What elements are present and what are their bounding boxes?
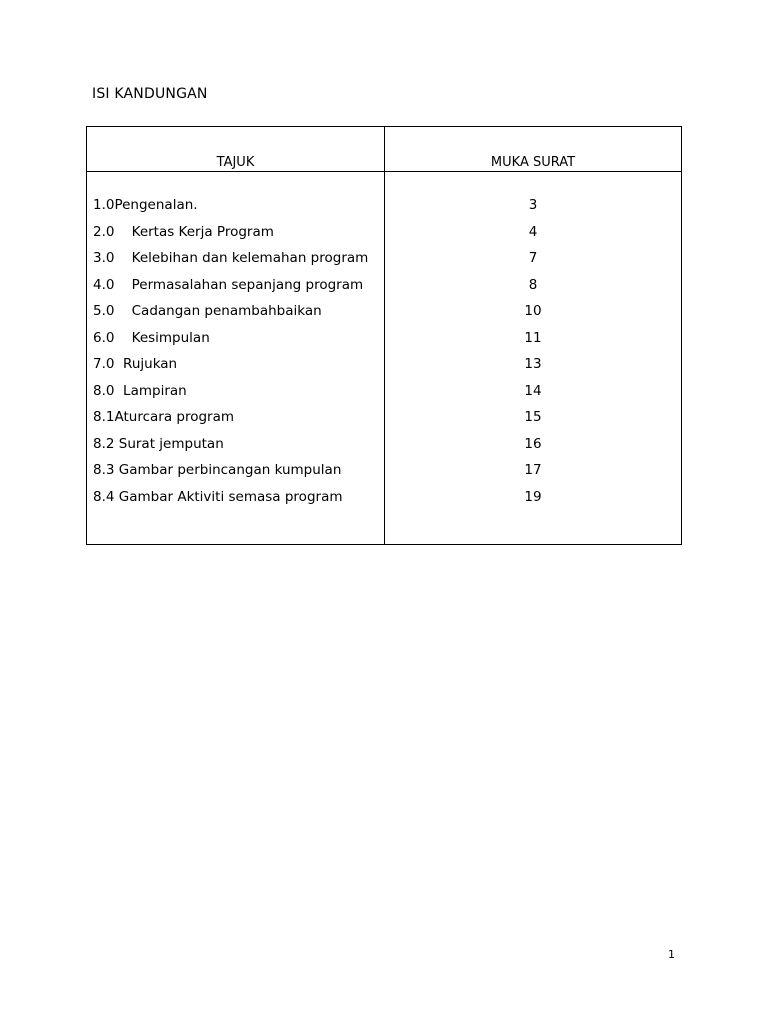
toc-row-title: 1.0Pengenalan. bbox=[93, 197, 198, 213]
toc-row-title: 8.0 Lampiran bbox=[93, 382, 187, 399]
toc-row bbox=[87, 489, 681, 516]
toc-row-page: 15 bbox=[524, 409, 542, 425]
toc-row-title: 8.2 Surat jemputan bbox=[93, 435, 224, 452]
toc-row bbox=[87, 224, 681, 251]
toc-row bbox=[87, 277, 681, 304]
header-divider bbox=[87, 171, 681, 172]
toc-row-page: 8 bbox=[528, 276, 538, 293]
toc-row-page: 11 bbox=[524, 329, 542, 346]
toc-row-title: 3.0 Kelebihan dan kelemahan program bbox=[93, 250, 369, 266]
toc-row-title: 7.0 Rujukan bbox=[93, 356, 178, 372]
toc-row bbox=[87, 197, 681, 224]
page-number: 1 bbox=[668, 948, 675, 961]
toc-row-title: 6.0 Kesimpulan bbox=[93, 329, 210, 346]
toc-row bbox=[87, 356, 681, 383]
toc-row-page: 7 bbox=[528, 250, 538, 266]
toc-row-page: 16 bbox=[524, 435, 542, 452]
toc-row-page: 10 bbox=[524, 303, 542, 319]
document-title: ISI KANDUNGAN bbox=[92, 86, 208, 102]
toc-row bbox=[87, 250, 681, 277]
toc-row bbox=[87, 303, 681, 330]
toc-row bbox=[87, 409, 681, 436]
toc-row-title: 4.0 Permasalahan sepanjang program bbox=[93, 276, 364, 293]
toc-row-title: 5.0 Cadangan penambahbaikan bbox=[93, 303, 322, 319]
toc-row bbox=[87, 330, 681, 357]
toc-row-title: 8.1Aturcara program bbox=[93, 409, 235, 425]
toc-row-page: 19 bbox=[524, 488, 542, 505]
header-tajuk: TAJUK bbox=[216, 155, 255, 170]
toc-row-page: 4 bbox=[528, 223, 538, 240]
toc-row-page: 3 bbox=[528, 197, 538, 213]
toc-row-page: 17 bbox=[524, 462, 542, 478]
toc-row-title: 8.3 Gambar perbincangan kumpulan bbox=[93, 462, 342, 478]
toc-row-title: 2.0 Kertas Kerja Program bbox=[93, 223, 274, 240]
toc-row-title: 8.4 Gambar Aktiviti semasa program bbox=[93, 488, 343, 505]
toc-table bbox=[86, 126, 682, 545]
toc-row bbox=[87, 383, 681, 410]
toc-rows bbox=[87, 197, 681, 515]
toc-row bbox=[87, 462, 681, 489]
toc-row bbox=[87, 436, 681, 463]
toc-row-page: 14 bbox=[524, 382, 542, 399]
toc-row-page: 13 bbox=[524, 356, 542, 372]
header-muka-surat: MUKA SURAT bbox=[490, 155, 576, 170]
